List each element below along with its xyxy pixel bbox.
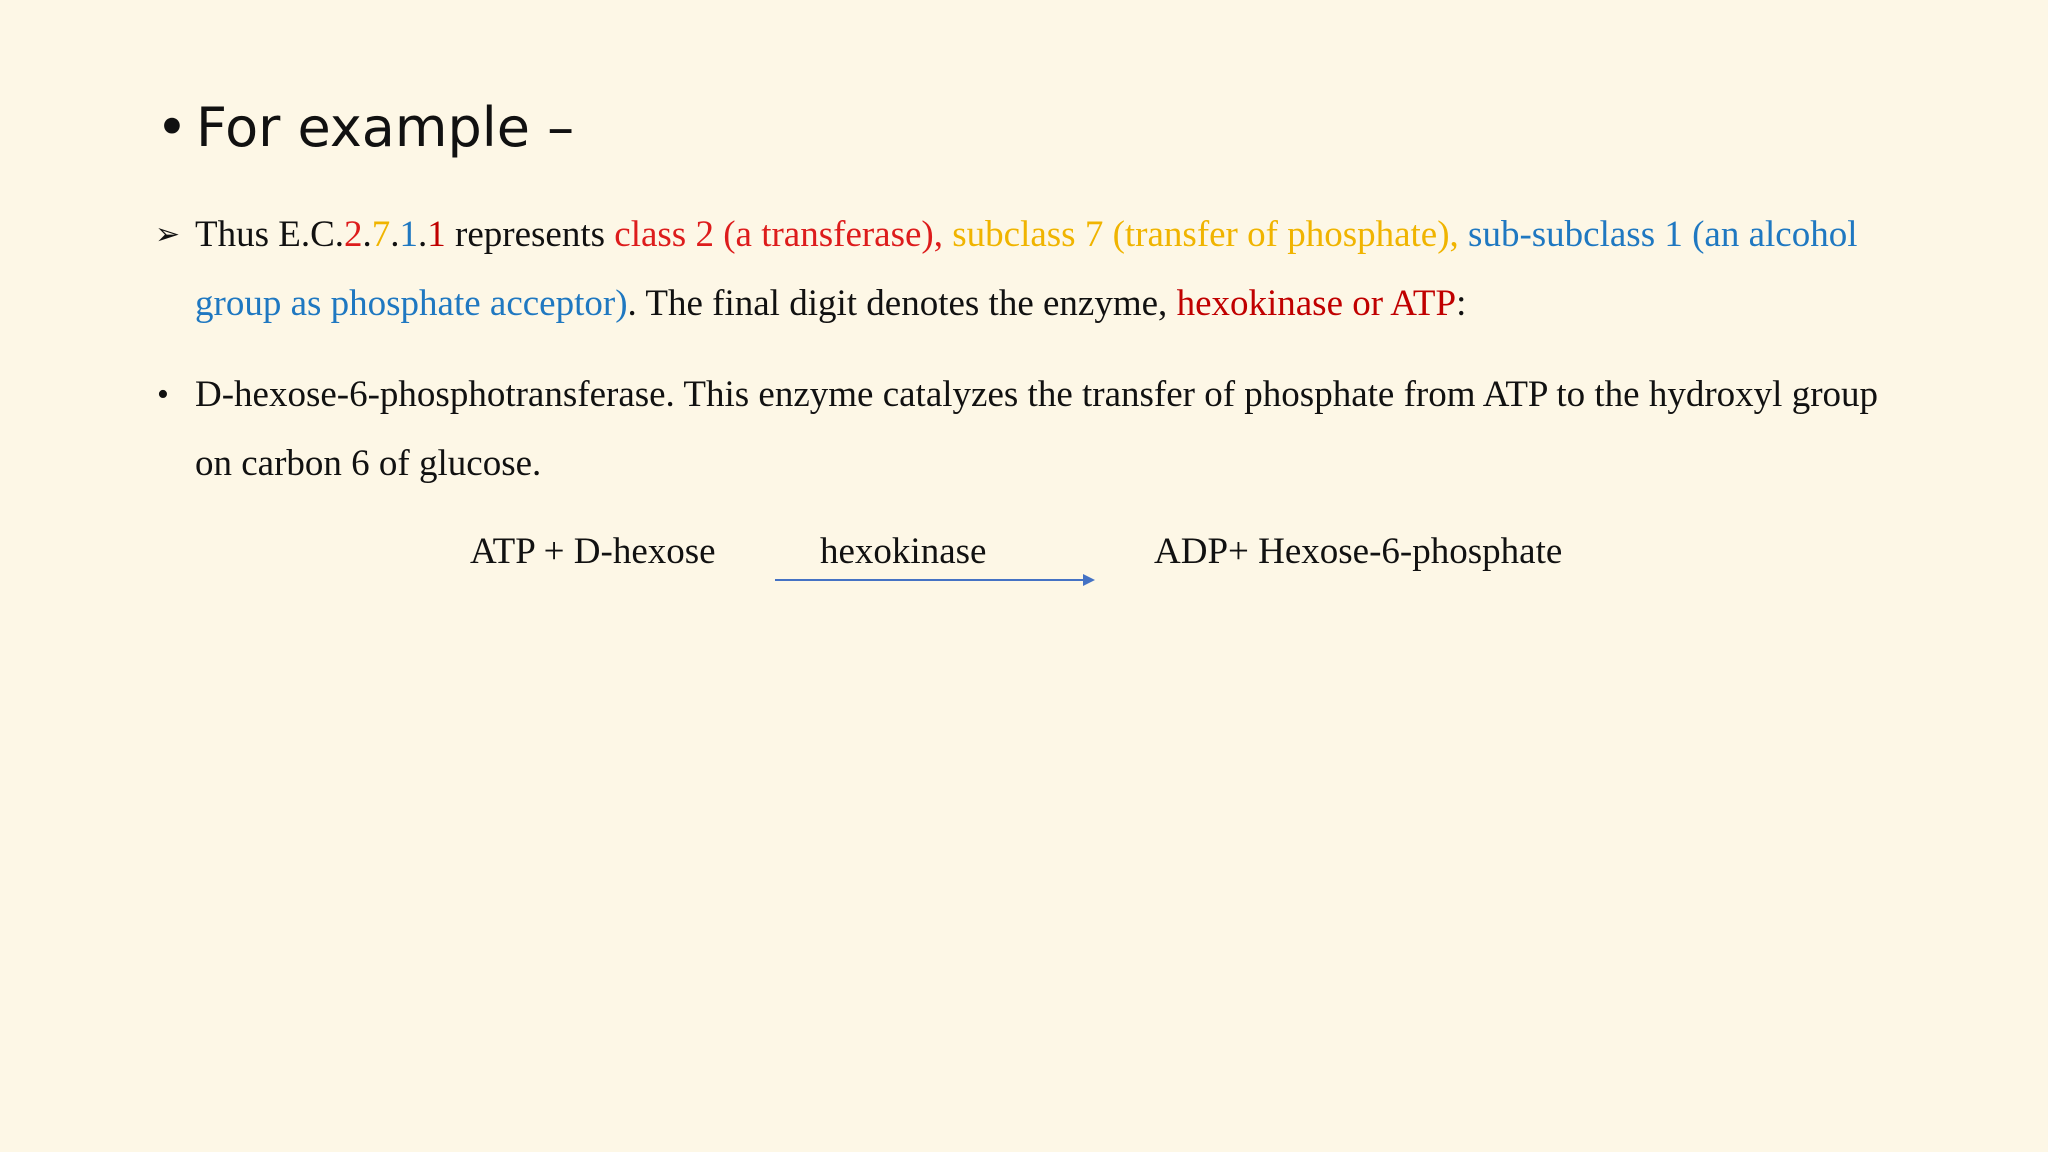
slide-heading [156,92,574,164]
enzyme-description-paragraph [157,360,1895,498]
represents-text: represents [445,214,615,255]
final-digit-text: . The final digit denotes the enzyme, [627,283,1177,324]
subsubclass-description: sub-subclass 1 (an alcohol group as phosphate acceptor) [195,214,1858,324]
ec-digit-subclass: 7 [371,214,391,255]
heading-text: For example – [196,96,575,159]
reaction-equation [0,520,2048,600]
ec-number-paragraph [155,200,1895,338]
reactants: ATP + D-hexose [470,531,716,572]
enzyme-name: hexokinase or ATP [1176,283,1457,324]
arrow-bullet-icon: ➢ [155,217,181,252]
ec-dot: . [418,214,428,255]
ec-digit-subsubclass: 1 [399,214,419,255]
enzyme-label: hexokinase [820,531,987,572]
class-description: class 2 (a transferase), [614,214,943,255]
bullet-icon: • [157,376,169,413]
heading-bullet: • [156,96,188,159]
products: ADP+ Hexose-6-phosphate [1154,531,1563,572]
enzyme-description-text: D-hexose-6-phosphotransferase. This enzyme catalyzes the transfer of phosphate from ATP to the hydroxyl group on carbon 6 of glucose. [195,374,1879,484]
thus-text: Thus E.C. [195,214,345,255]
ec-digit-enzyme: 1 [427,214,446,255]
ec-digit-class: 2 [344,214,363,255]
reaction-arrow-icon [775,570,1095,590]
ec-dot: . [390,214,400,255]
subclass-description: subclass 7 (transfer of phosphate), [943,214,1459,255]
colon: : [1456,283,1467,324]
ec-dot: . [362,214,372,255]
